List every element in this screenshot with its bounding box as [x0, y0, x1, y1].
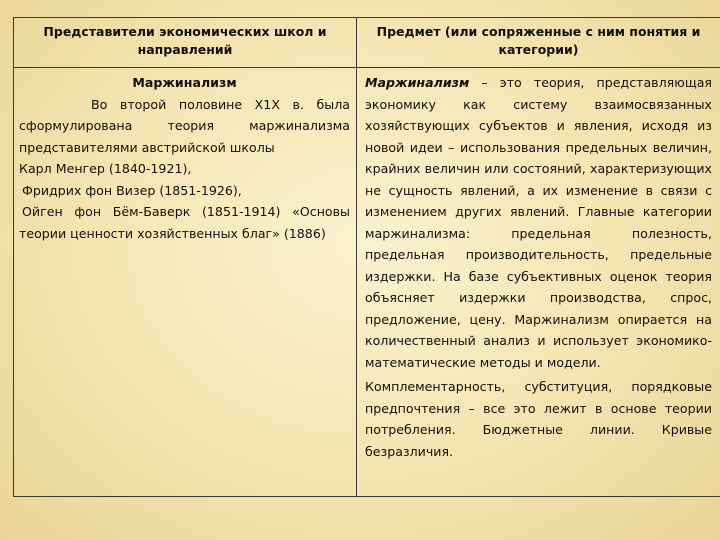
header-subject: Предмет (или сопряженные с ним понятия и категории) — [357, 18, 720, 68]
person-bohm-bawerk: Ойген фон Бём-Баверк (1851-1914) «Основы теории ценности хозяйственных благ» (1886) — [19, 204, 350, 241]
header-row — [14, 18, 720, 68]
school-intro: Во второй половине Х1Х в. была сформулирована теория маржинализма представителями австрийской школы — [19, 96, 350, 155]
consumption-theory: Комплементарность, субституция, порядковые предпочтения – все это лежит в основе теории потребления. Бюджетные линии. Кривые безразличия. — [365, 379, 712, 459]
marginalism-text: – это теория, представляющая экономику как систему взаимосвязанных хозяйствующих субъектов и явления, исходя из новой идеи – использования предельных величин, крайних величин или состояний, характеризующих не сущность явлений, а их изменение в связи с изменением других явлений. Главные категории маржинализма: предельная полезность, предельная производительность, предельные издержки. На базе субъективных оценок теория объясняет издержки производства, спрос, предложение, цену. Маржинализм опирается на количественный анализ и использует экономико-математические методы и модели. — [365, 75, 712, 370]
school-title: Маржинализм — [132, 75, 237, 90]
header-representatives: Представители экономических школ и направлений — [14, 18, 357, 68]
marginalism-definition — [365, 72, 712, 373]
person-menger: Карл Менгер (1840-1921), — [19, 161, 192, 176]
representatives-cell — [14, 68, 357, 497]
subject-cell — [357, 68, 720, 497]
person-wieser: Фридрих фон Визер (1851-1926), — [22, 182, 242, 198]
body-row — [14, 68, 720, 497]
content-table — [13, 17, 720, 497]
marginalism-term: Маржинализм — [365, 75, 470, 90]
